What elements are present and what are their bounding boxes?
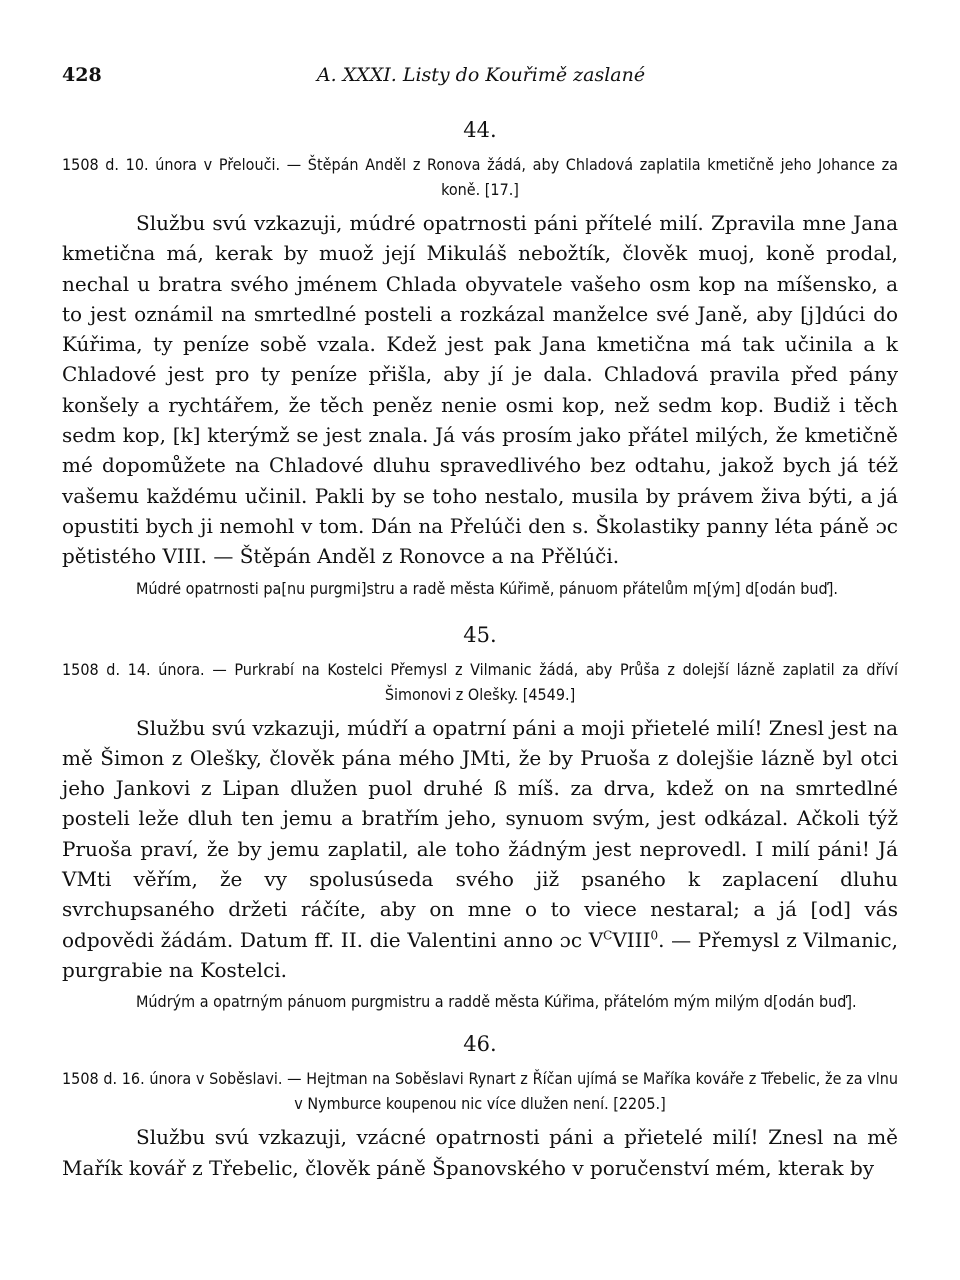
letter-text-part: VIII [612, 927, 651, 952]
letter-text: Službu svú vzkazuji, múdré opatrnosti páni přítelé milí. Zpravila mne Jana kmetična má, kerak by muož její Mikuláš nebožtík, člověk muoj, koně prodal, nechal u bratra svého jménem Chlada obyvatele vašeho osm kop na míšensko, a to jest oznámil na smrtedlné posteli a rozkázal manželce své Janě, aby [j]dúci do Kúřima, ty peníze sobě vzala. Kdež jest pak Jana kmetična má tak učinila a k Chladové jest pro ty peníze přišla, aby jí je dala. Chladová pravila před pány konšely a rychtářem, že těch peněz nenie osmi kop, než sedm kop. Budiž i těch sedm kop, [k] kterýmž se jest znala. Já vás prosím jako přátel milých, že kmetičně mé dopomůžete na Chladové dluhu spravedlivého bez odtahu, jakož bych já též vašemu každému učinil. Pakli by se toho nestalo, musila by právem živa býti, a já opustiti bych ji nemohl v tom. Dán na Přelúči den s. Školastiky panny léta páně ɔc pětistého VIII. — Štěpán Anděl z Ronovce a na Přělúči. [62, 211, 898, 569]
document-number: 44. [463, 118, 497, 142]
document-44 [62, 116, 898, 601]
document-number: 45. [463, 622, 497, 647]
page-header [62, 64, 900, 90]
letter-text: Službu svú vzkazuji, vzácné opatrnosti páni a přietelé milí! Znesl na mě Mařík kovář z Třebelic, člověk páně Španovského v poručenství mém, kterak by [62, 1125, 898, 1180]
letter-text-part: . — Přemysl z Vilmanic, purgrabie na Kostelci. [62, 927, 898, 982]
running-head: A. XXXI. Listy do Kouřimě zaslané [316, 64, 646, 86]
document-45 [62, 621, 898, 1015]
document-regest: 1508 d. 16. února v Soběslavi. — Hejtman na Soběslavi Rynart z Říčan ujímá se Maříka kováře z Třebelic, že za vlnu v Nymburce koupenou nic více dlužen není. [2205.] [62, 1069, 898, 1114]
letter-address: Múdré opatrnosti pa[nu purgmi]stru a radě města Kúřimě, pánuom přátelům m[ým] d[odán buď]. [136, 578, 838, 598]
letter-text [62, 713, 898, 986]
superscript: 0 [650, 927, 659, 942]
document-regest: 1508 d. 10. února v Přelouči. — Štěpán Anděl z Ronova žádá, aby Chladová zaplatila kmetičně jeho Johance za koně. [17.] [62, 155, 898, 199]
letter-text-part: Službu svú vzkazuji, múdří a opatrní páni a moji přietelé milí! Znesl jest na mě Šimon z Olešky, člověk pána mého JMti, že by Pruoša z dolejšie lázně byl otci jeho Jankovi z Lipan dlužen puol druhé ß míš. za drva, kdež on na smrtedlné posteli leže dluh ten jemu a bratřím jeho, synuom svým, jest odkázal. Ačkoli týž Pruoša praví, že by jemu zaplatil, ale toho žádným jest neprovedl. I milí páni! Já VMti věřím, že vy spolusúseda svého již psaného k zaplacení dluhu svrchupsaného držeti ráčíte, aby on mne o to viece nestaral; a já [od] vás odpovědi žádám. Datum ff. II. die Valentini anno ɔc V [62, 715, 898, 952]
document-46 [62, 1030, 898, 1183]
superscript: C [603, 927, 613, 942]
page-number: 428 [62, 64, 102, 86]
body-text [62, 116, 898, 1183]
document-regest: 1508 d. 14. února. — Purkrabí na Kostelci Přemysl z Vilmanic žádá, aby Průša z dolejší lázně zaplatil za dříví Šimonovi z Olešky. [4549.] [62, 659, 898, 704]
document-number: 46. [463, 1032, 497, 1057]
letter-address: Múdrým a opatrným pánuom purgmistru a raddě města Kúřima, přátelóm mým milým d[odán buď]. [136, 992, 857, 1012]
